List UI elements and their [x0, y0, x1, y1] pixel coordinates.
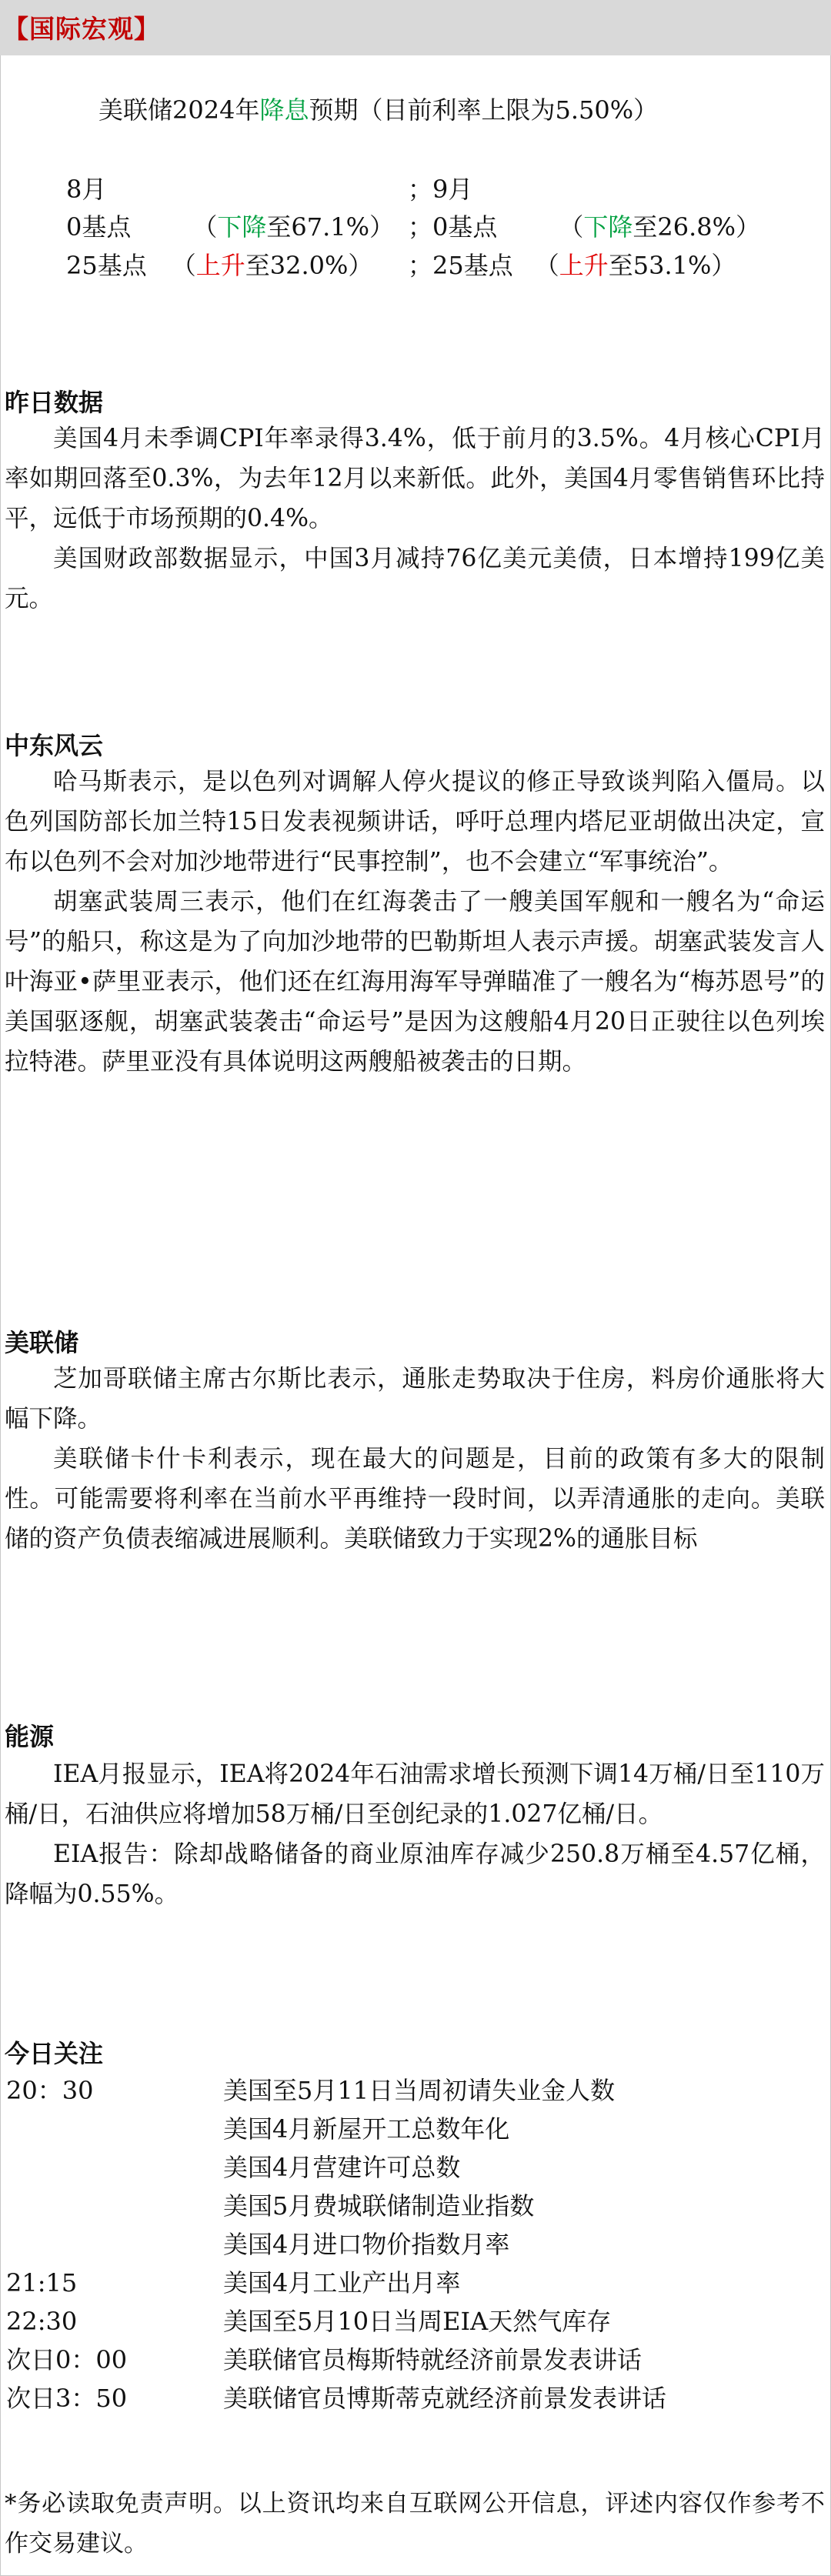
calendar-event: 美国4月进口物价指数月率 — [223, 2230, 510, 2259]
sep-0bp-value: 至26.8%） — [632, 212, 761, 242]
energy-body — [5, 1754, 825, 1914]
sep-0bp-direction: 下降 — [583, 212, 633, 242]
calendar-time: 次日0：00 — [6, 2345, 128, 2374]
calendar-event: 美国4月新屋开工总数年化 — [223, 2114, 510, 2144]
calendar-row — [0, 2148, 831, 2187]
energy-paragraph-2: EIA报告：除却战略储备的商业原油库存减少250.8万桶至4.57亿桶，降幅为0.55%。 — [5, 1840, 825, 1908]
calendar-event: 美国至5月10日当周EIA天然气库存 — [223, 2307, 612, 2336]
heading-middle-east: 中东风云 — [5, 731, 104, 760]
aug-25bp-value: 至32.0%） — [245, 251, 373, 280]
fed-paragraph-1: 芝加哥联储主席古尔斯比表示，通胀走势取决于住房，料房价通胀将大幅下降。 — [5, 1365, 825, 1433]
header-title: 【国际宏观】 — [3, 14, 160, 44]
aug-0bp-direction: 下降 — [217, 212, 267, 242]
calendar-time: 22:30 — [6, 2307, 78, 2336]
paren: （ — [559, 212, 584, 242]
calendar-row — [0, 2071, 831, 2110]
sep-25bp-direction: 上升 — [559, 251, 609, 280]
heading-yesterday-data: 昨日数据 — [5, 388, 104, 417]
calendar-row — [0, 2187, 831, 2225]
rate-title-highlight: 降息 — [259, 95, 309, 125]
section-header-bar — [0, 0, 831, 55]
calendar-row — [0, 2341, 831, 2379]
aug-0bp-label: 0基点 — [66, 212, 132, 242]
sep-25bp-value: 至53.1%） — [608, 251, 736, 280]
yesterday-data-body — [5, 419, 825, 619]
aug-row-0bp — [66, 208, 394, 246]
calendar-row — [0, 2110, 831, 2148]
heading-today-focus: 今日关注 — [5, 2039, 104, 2068]
calendar-event: 美国4月营建许可总数 — [223, 2153, 461, 2182]
aug-label: 8月 — [66, 175, 107, 204]
sep-25bp-label: ；25基点 — [408, 251, 513, 280]
calendar-event: 美联储官员梅斯特就经济前景发表讲话 — [223, 2345, 642, 2374]
calendar-time: 20：30 — [6, 2076, 94, 2105]
aug-row-25bp — [66, 246, 372, 285]
rate-expectation-title — [98, 91, 658, 129]
calendar-time: 21:15 — [6, 2268, 78, 2297]
sep-label: ；9月 — [408, 175, 473, 204]
calendar-row — [0, 2379, 831, 2418]
calendar-event: 美国5月费城联储制造业指数 — [223, 2191, 535, 2221]
sep-row-0bp — [408, 208, 760, 246]
calendar-event: 美国至5月11日当周初请失业金人数 — [223, 2076, 616, 2105]
fed-paragraph-2: 美联储卡什卡利表示，现在最大的问题是，目前的政策有多大的限制性。可能需要将利率在当前水平再维持一段时间，以弄清通胀的走向。美联储的资产负债表缩减进展顺利。美联储致力于实现2%的通胀目标 — [5, 1445, 825, 1553]
paren: （ — [192, 212, 218, 242]
yesterday-paragraph-2: 美国财政部数据显示，中国3月减持76亿美元美债，日本增持199亿美元。 — [5, 545, 825, 612]
middle-east-paragraph-1: 哈马斯表示，是以色列对调解人停火提议的修正导致谈判陷入僵局。以色列国防部长加兰特15日发表视频讲话，呼吁总理内塔尼亚胡做出决定，宣布以色列不会对加沙地带进行“民事控制”，也不会建立“军事统治”。 — [5, 768, 825, 876]
calendar-event: 美联储官员博斯蒂克就经济前景发表讲话 — [223, 2384, 667, 2413]
calendar-row — [0, 2264, 831, 2302]
heading-fed: 美联储 — [5, 1328, 79, 1357]
aug-0bp-value: 至67.1%） — [266, 212, 395, 242]
calendar-time: 次日3：50 — [6, 2384, 128, 2413]
sep-0bp-label: ；0基点 — [408, 212, 498, 242]
fed-body — [5, 1359, 825, 1559]
paren: （ — [534, 251, 559, 280]
rate-title-suffix: 预期（目前利率上限为5.50%） — [309, 95, 659, 125]
middle-east-body — [5, 762, 825, 1082]
energy-paragraph-1: IEA月报显示，IEA将2024年石油需求增长预测下调14万桶/日至110万桶/日，石油供应将增加58万桶/日至创纪录的1.027亿桶/日。 — [5, 1760, 825, 1828]
sep-row-25bp — [408, 246, 736, 285]
calendar-event: 美国4月工业产出月率 — [223, 2268, 461, 2297]
yesterday-paragraph-1: 美国4月未季调CPI年率录得3.4%，低于前月的3.5%。4月核心CPI月率如期回落至0.3%，为去年12月以来新低。此外，美国4月零售销售环比持平，远低于市场预期的0.4%。 — [5, 425, 825, 532]
calendar-row — [0, 2225, 831, 2264]
calendar-row — [0, 2302, 831, 2341]
heading-energy: 能源 — [5, 1722, 55, 1751]
middle-east-paragraph-2: 胡塞武装周三表示，他们在红海袭击了一艘美国军舰和一艘名为“命运号”的船只，称这是为了向加沙地带的巴勒斯坦人表示声援。胡塞武装发言人叶海亚•萨里亚表示，他们还在红海用海军导弹瞄准了一艘名为“梅苏恩号”的美国驱逐舰，胡塞武装袭击“命运号”是因为这艘船4月20日正驶往以色列埃拉特港。萨里亚没有具体说明这两艘船被袭击的日期。 — [5, 888, 825, 1076]
rate-title-prefix: 美联储2024年 — [98, 95, 260, 125]
disclaimer-text: *务必读取免责声明。以上资讯均来自互联网公开信息，评述内容仅作参考不作交易建议。 — [5, 2490, 825, 2558]
disclaimer — [5, 2484, 825, 2564]
paren: （ — [171, 251, 196, 280]
aug-25bp-direction: 上升 — [195, 251, 245, 280]
aug-25bp-label: 25基点 — [66, 251, 147, 280]
